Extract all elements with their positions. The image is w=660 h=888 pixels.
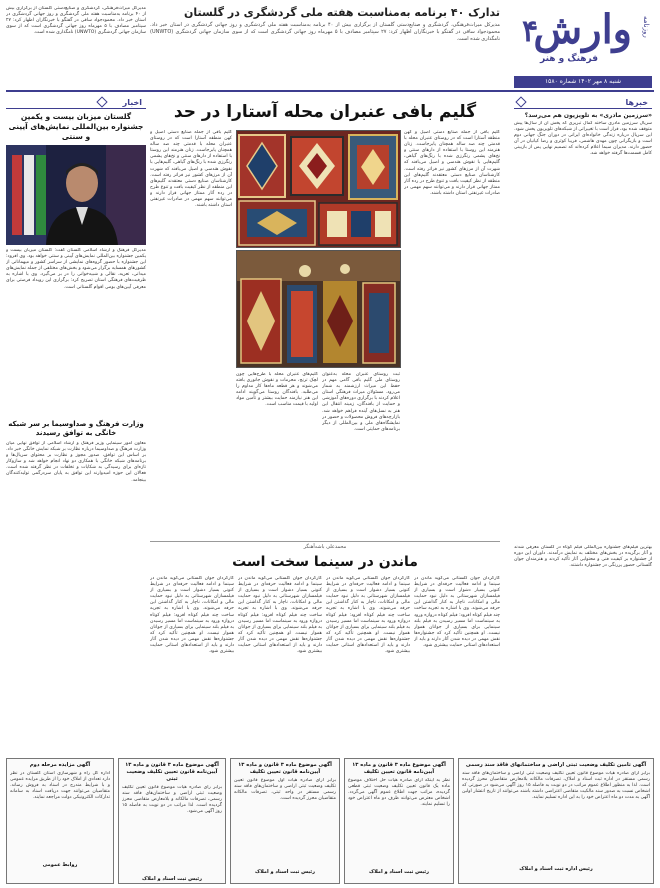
kilim-shop-photo (236, 250, 401, 368)
main-headline[interactable]: گلیم بافی عنبران محله آستارا در حد (173, 102, 477, 122)
dateline: شنبه ۸ مهر ۱۴۰۲ شماره ۱۵۸۰ (514, 76, 652, 88)
ad-title: آگهی مزایده مرحله دوم (29, 762, 91, 768)
akhbar-column (6, 96, 146, 752)
news-box (514, 96, 652, 752)
story2-col-4: کارگردان جوان گلستانی می‌گوید ماندن در سینما و ادامه فعالیت حرفه‌ای در شرایط کنونی بسیار دشوار است و بسیاری از فیلمسازان شهرستانی به دلیل نبود حمایت مالی و امکانات، ناچار به کنار گذاشتن این حرفه می‌شوند. وی با اشاره به تجربه ساخت چند فیلم کوتاه افزود: فیلم کوتاه دروازه ورود به سینماست اما مسیر رسیدن به فیلم بلند سینمایی برای بسیاری از جوانان هموار نیست. او همچنین تأکید کرد که جشنواره‌ها نقش مهمی در دیده شدن آثار دارند و باید از استعدادهای استانی حمایت بیشتری شود. (150, 576, 234, 655)
logo-small: روزنامه (642, 16, 650, 38)
main-story-col-4: گلیم بافی از جمله صنایع دستی اصیل و کهن منطقه آستارا است که در روستای عنبران محله با قدمتی چند صد ساله همچنان پابرجاست. زنان هنرمند این روستا با استفاده از دارهای سنتی و نخ‌های پشمی رنگرزی شده با رنگ‌های گیاهی، گلیم‌هایی با نقوش هندسی و اصیل می‌بافند که شهرت آن از مرزهای کشور نیز فراتر رفته است. کارشناسان صنایع دستی معتقدند گلیم‌های این منطقه از نظر کیفیت بافت و تنوع طرح در رده آثار ممتاز جهانی قرار دارند و می‌توانند سهم مهمی در صادرات غیرنفتی استان داشته باشند. (150, 130, 232, 209)
story2-col-2: کارگردان جوان گلستانی می‌گوید ماندن در سینما و ادامه فعالیت حرفه‌ای در شرایط کنونی بسیار دشوار است و بسیاری از فیلمسازان شهرستانی به دلیل نبود حمایت مالی و امکانات، ناچار به کنار گذاشتن این حرفه می‌شوند. وی با اشاره به تجربه ساخت چند فیلم کوتاه افزود: فیلم کوتاه دروازه ورود به سینماست اما مسیر رسیدن به فیلم بلند سینمایی برای بسیاری از جوانان هموار نیست. او همچنین تأکید کرد که جشنواره‌ها نقش مهمی در دیده شدن آثار دارند و باید از استعدادهای استانی حمایت بیشتری شود. (326, 576, 410, 655)
akhbar-body-2: معاون امور سینمایی وزیر فرهنگ و ارشاد اسلامی از توافق نهایی میان وزارت فرهنگ و صداوسیما درباره نظارت بر شبکه نمایش خانگی خبر داد. بر اساس این توافق، صدور مجوز و نظارت بر محتوای سریال‌ها و برنامه‌های شبکه خانگی با همکاری دو نهاد انجام خواهد شد و سازوکار تازه‌ای برای رسیدگی به شکایات و تخلفات در نظر گرفته شده است. فعالان این حوزه امیدوارند این توافق به پایان سردرگمی تولیدکنندگان بینجامد. (6, 441, 146, 483)
ad-notice[interactable] (458, 758, 654, 884)
ad-title: آگهی موضوع ماده ۳ قانون و ماده ۱۳ آیین‌نامه قانون تعیین تکلیف وضعیت ثبتی (125, 762, 219, 782)
main-story-col-3: گلیم‌های عنبران محله با طرح‌هایی چون لچک ترنج، محرمات و نقوش جانوری بافته می‌شوند و هر قطعه ماه‌ها کار مداوم را می‌طلبد. بافندگان روستا می‌گویند ادامه این هنر نیازمند حمایت بیشتر و تأمین مواد اولیه با قیمت مناسب است. (236, 372, 318, 408)
official-portrait (6, 145, 146, 245)
ad-notice[interactable] (230, 758, 340, 884)
ad-signature: روابط عمومی (42, 862, 78, 868)
ad-body: نظر به اینکه آرای صادره هیات حل اختلاف موضوع ماده یک قانون تعیین تکلیف وضعیت ثبتی قطعی گردیده، مراتب جهت اطلاع عموم آگهی می‌گردد. اشخاص معترض می‌توانند ظرف دو ماه اعتراض خود را تسلیم نمایند. (348, 778, 450, 808)
section-name: فرهنگ و هنر (540, 54, 598, 64)
akhbar-body-1: مدیرکل فرهنگ و ارشاد اسلامی گلستان گفت: گلستان میزبان بیست و یکمین جشنواره بین‌المللی نمایش‌های آیینی و سنتی خواهد بود. وی افزود: این جشنواره با حضور گروه‌های نمایشی از سراسر کشور و میهمانانی از کشورهای همسایه برگزار می‌شود و بخش‌های مختلفی از جمله نمایش‌های میدانی، تعزیه، نقالی و شبیه‌خوانی را در بر می‌گیرد. وی با اشاره به ظرفیت‌های فرهنگی استان تصریح کرد: برگزاری این رویداد فرصتی برای معرفی آیین‌های بومی اقوام گلستانی است. (6, 248, 146, 290)
ad-notice[interactable] (6, 758, 114, 884)
ad-title: آگهی موضوع ماده ۳ قانون و ماده ۱۳ آیین‌نامه قانون تعیین تکلیف (352, 762, 446, 775)
kilim-illustration (236, 131, 400, 248)
main-story-col-2: ثبت روستای عنبران محله به‌عنوان روستای ملی گلیم بافی گامی مهم در حفظ این میراث ارزشمند به شمار می‌رود. مسئولان میراث فرهنگی استان اعلام کردند با برگزاری دوره‌های آموزشی و حمایت از بافندگان، زمینه انتقال این هنر به نسل‌های آینده فراهم خواهد شد. بازارچه‌های فروش محصولات و حضور در نمایشگاه‌های ملی و بین‌المللی از دیگر برنامه‌های حمایتی است. (322, 372, 400, 432)
ad-signature: رئیس ثبت اسناد و املاک (142, 876, 202, 882)
top-story-continued: مدیرکل میراث‌فرهنگی، گردشگری و صنایع‌دستی گلستان از برگزاری بیش از ۴۰ برنامه به‌مناسبت هفته ملی گردشگری و روز جهانی گردشگری در استان خبر داد. محمودجواد ساقی در گفتگو با خبرنگاران اظهار کرد: ۲۷ سپتامبر مصادف با ۵ مهرماه روز جهانی گردشگری است که از سوی سازمان جهانی گردشگری (UNWTO) نامگذاری شده است. (6, 6, 146, 36)
akhbar-headline-1[interactable]: گلستان میزبان بیست و یکمین جشنواره بین‌المللی نمایش‌های آیینی و سنتی (8, 112, 144, 141)
ad-body: برابر رای صادره هیات موضوع قانون تعیین تکلیف وضعیت ثبتی اراضی و ساختمان‌های فاقد سند رسمی، تصرفات مالکانه و بلامعارض متقاضی محرز گردیده است. لذا مراتب در دو نوبت به فاصله ۱۵ روز آگهی می‌شود. (122, 785, 222, 815)
logo-word: وارش (533, 6, 632, 53)
story2-col-1: کارگردان جوان گلستانی می‌گوید ماندن در سینما و ادامه فعالیت حرفه‌ای در شرایط کنونی بسیار دشوار است و بسیاری از فیلمسازان شهرستانی به دلیل نبود حمایت مالی و امکانات، ناچار به کنار گذاشتن این حرفه می‌شوند. وی با اشاره به تجربه ساخت چند فیلم کوتاه افزود: فیلم کوتاه دروازه ورود به سینماست اما مسیر رسیدن به فیلم بلند سینمایی برای بسیاری از جوانان هموار نیست. او همچنین تأکید کرد که جشنواره‌ها نقش مهمی در دیده شدن آثار دارند و باید از استعدادهای استانی حمایت بیشتری شود. (414, 576, 500, 649)
ad-body: برابر آرای صادره هیات موضوع قانون تعیین تکلیف وضعیت ثبتی اراضی و ساختمان‌های فاقد سند رسمی مستقر در اداره ثبت اسناد و املاک، تصرفات مالکانه بلامعارض متقاضیان محرز گردیده است. لذا به منظور اطلاع عموم مراتب در دو نوبت به فاصله ۱۵ روز آگهی می‌شود در صورتی که اشخاص نسبت به صدور سند مالکیت متقاضی اعتراضی داشته باشند می‌توانند از تاریخ انتشار اولین آگهی به مدت دو ماه اعتراض خود را به این اداره تسلیم نمایند. (462, 771, 650, 801)
akhbar-title-text: اخبار (122, 98, 142, 107)
main-story-col-1: گلیم بافی از جمله صنایع دستی اصیل و کهن منطقه آستارا است که در روستای عنبران محله با قدمتی چند صد ساله همچنان پابرجاست. زنان هنرمند این روستا با استفاده از دارهای سنتی و نخ‌های پشمی رنگرزی شده با رنگ‌های گیاهی، گلیم‌هایی با نقوش هندسی و اصیل می‌بافند که شهرت آن از مرزهای کشور نیز فراتر رفته است. کارشناسان صنایع دستی معتقدند گلیم‌های این منطقه از نظر کیفیت بافت و تنوع طرح در رده آثار ممتاز جهانی قرار دارند و می‌توانند سهم مهمی در صادرات غیرنفتی استان داشته باشند. (404, 130, 500, 196)
kilim-shop-illustration (236, 251, 400, 368)
news-box-title-text: خبرها (625, 98, 648, 107)
news-item-headline[interactable]: «سرزمین مادری» به تلویزیون هم می‌رسد؟ (524, 112, 652, 119)
ad-title: آگهی تامین تکلیف وضعیت ثبتی اراضی و ساختمانهای فاقد سند رسمی (465, 762, 647, 768)
ad-body: برابر آرای صادره هیات اول موضوع قانون تعیین تکلیف وضعیت ثبتی اراضی و ساختمان‌های فاقد سند رسمی مستقر در واحد ثبتی، تصرفات مالکانه متقاضیان محرز گردیده است. (234, 778, 336, 802)
story2-col-3: کارگردان جوان گلستانی می‌گوید ماندن در سینما و ادامه فعالیت حرفه‌ای در شرایط کنونی بسیار دشوار است و بسیاری از فیلمسازان شهرستانی به دلیل نبود حمایت مالی و امکانات، ناچار به کنار گذاشتن این حرفه می‌شوند. وی با اشاره به تجربه ساخت چند فیلم کوتاه افزود: فیلم کوتاه دروازه ورود به سینماست اما مسیر رسیدن به فیلم بلند سینمایی برای بسیاری از جوانان هموار نیست. او همچنین تأکید کرد که جشنواره‌ها نقش مهمی در دیده شدن آثار دارند و باید از استعدادهای استانی حمایت بیشتری شود. (238, 576, 322, 655)
ad-title: آگهی موضوع ماده ۳ قانون و ماده ۱۳ آیین‌نامه قانون تعیین تکلیف (238, 762, 332, 775)
logo (514, 6, 652, 54)
page-number: ۴ (522, 14, 539, 49)
news-item-body-2: بهترین فیلم‌های جشنواره بین‌المللی فیلم کوتاه در گلستان معرفی شدند و آثار برگزیده در بخش‌های مختلف به نمایش درآمدند. داوران این دوره از جشنواره بر کیفیت فنی و محتوایی آثار تأکید کردند و هنرمندان جوان گلستانی حضور پررنگی در جشنواره داشتند. (514, 545, 652, 569)
story2-author: محمدعلی باشه‌آهنگر (303, 544, 347, 550)
official-photo (6, 145, 146, 245)
news-box-title (514, 96, 652, 109)
masthead (514, 6, 652, 86)
akhbar-headline-2[interactable]: وزارت فرهنگ و صداوسیما بر سر شبکه خانگی به توافق رسیدند (8, 420, 144, 437)
ad-signature: رئیس ثبت اسناد و املاک (369, 869, 429, 875)
header-rule (6, 90, 654, 92)
ad-signature: رئیس ثبت اسناد و املاک (255, 869, 315, 875)
top-story-headline[interactable]: تدارک ۴۰ برنامه به‌مناسبت هفته ملی گردشگری در گلستان (183, 6, 500, 19)
ad-body: اداره کل راه و شهرسازی استان گلستان در نظر دارد تعدادی از املاک خود را از طریق مزایده عمومی و با شرایط مندرج در اسناد به فروش رساند. متقاضیان می‌توانند جهت دریافت اسناد به سامانه تدارکات الکترونیکی دولت مراجعه نمایند. (10, 771, 110, 801)
ad-notice[interactable] (344, 758, 454, 884)
story2-headline[interactable]: ماندن در سینما سخت است (232, 554, 418, 570)
akhbar-title (6, 96, 146, 109)
top-story (150, 6, 500, 86)
ads-row (6, 758, 654, 884)
news-item-body: سریال سرزمین مادری ساخته کمال تبریزی که پخش آن از سال‌ها پیش متوقف شده بود، قرار است با تغییراتی از شبکه‌های تلویزیون پخش شود. این سریال درباره زندگی خانواده‌ای ایرانی در دوران جنگ جهانی دوم است و بازیگرانی چون مهدی هاشمی، فریبا کوثری و رضا کیانیان در آن حضور دارند. مدیران سیما اعلام کرده‌اند که تصمیم نهایی پس از بازبینی کامل قسمت‌ها گرفته خواهد شد. (514, 121, 652, 157)
kilim-photo (236, 130, 401, 248)
ad-notice[interactable] (118, 758, 226, 884)
top-story-lead: مدیرکل میراث‌فرهنگی، گردشگری و صنایع‌دستی گلستان از برگزاری بیش از ۴۰ برنامه به‌مناسبت هفته ملی گردشگری و روز جهانی گردشگری در استان خبر داد. محمودجواد ساقی در گفتگو با خبرنگاران اظهار کرد: ۲۷ سپتامبر مصادف با ۵ مهرماه روز جهانی گردشگری است که از سوی سازمان جهانی گردشگری (UNWTO) نامگذاری شده است. (150, 22, 500, 42)
story-divider (150, 541, 500, 542)
diamond-icon (515, 96, 526, 107)
ad-signature: رئیس اداره ثبت اسناد و املاک (519, 866, 593, 872)
diamond-icon (96, 96, 107, 107)
